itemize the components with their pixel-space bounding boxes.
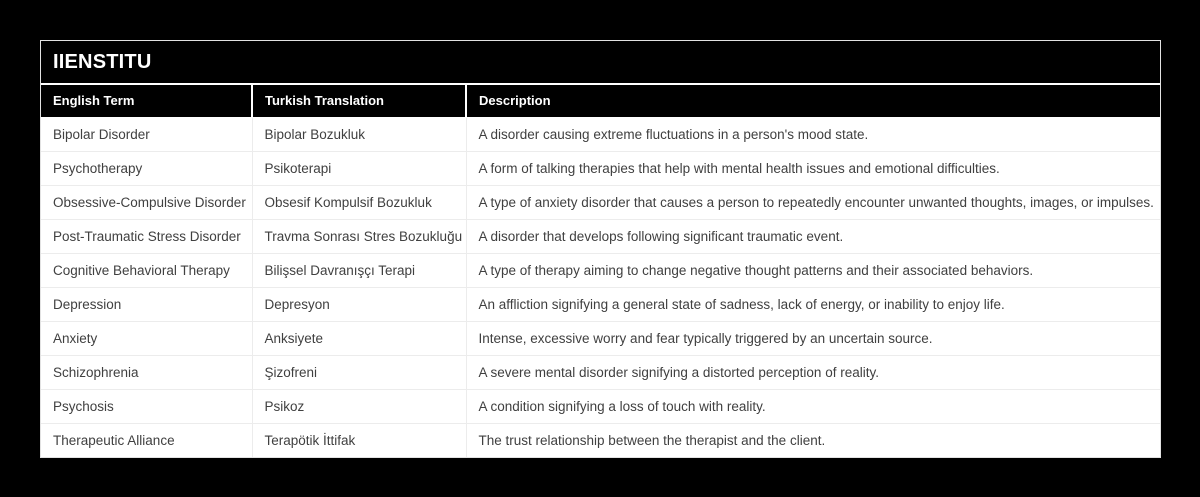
cell-turkish-translation: Depresyon bbox=[252, 288, 466, 322]
cell-turkish-translation: Travma Sonrası Stres Bozukluğu bbox=[252, 220, 466, 254]
cell-description: A condition signifying a loss of touch with reality. bbox=[466, 390, 1160, 424]
cell-description: An affliction signifying a general state of sadness, lack of energy, or inability to enjoy life. bbox=[466, 288, 1160, 322]
cell-english-term: Schizophrenia bbox=[41, 356, 252, 390]
cell-turkish-translation: Şizofreni bbox=[252, 356, 466, 390]
cell-english-term: Bipolar Disorder bbox=[41, 118, 252, 152]
cell-english-term: Therapeutic Alliance bbox=[41, 424, 252, 458]
table-row bbox=[41, 288, 1160, 322]
cell-description: A form of talking therapies that help with mental health issues and emotional difficulties. bbox=[466, 152, 1160, 186]
column-header-english-term: English Term bbox=[41, 85, 252, 118]
table-header-row bbox=[41, 85, 1160, 118]
cell-turkish-translation: Terapötik İttifak bbox=[252, 424, 466, 458]
table-row bbox=[41, 254, 1160, 288]
cell-description: A disorder causing extreme fluctuations in a person's mood state. bbox=[466, 118, 1160, 152]
cell-english-term: Obsessive-Compulsive Disorder bbox=[41, 186, 252, 220]
cell-description: The trust relationship between the therapist and the client. bbox=[466, 424, 1160, 458]
column-header-turkish-translation: Turkish Translation bbox=[252, 85, 466, 118]
cell-english-term: Post-Traumatic Stress Disorder bbox=[41, 220, 252, 254]
table-row bbox=[41, 186, 1160, 220]
cell-turkish-translation: Anksiyete bbox=[252, 322, 466, 356]
table-row bbox=[41, 390, 1160, 424]
cell-english-term: Psychotherapy bbox=[41, 152, 252, 186]
cell-description: A type of therapy aiming to change negative thought patterns and their associated behaviors. bbox=[466, 254, 1160, 288]
brand-title: IIENSTITU bbox=[41, 41, 1160, 85]
terms-table-card bbox=[40, 40, 1161, 458]
table-row bbox=[41, 424, 1160, 458]
table-row bbox=[41, 118, 1160, 152]
cell-english-term: Psychosis bbox=[41, 390, 252, 424]
table-row bbox=[41, 220, 1160, 254]
table-row bbox=[41, 322, 1160, 356]
cell-description: A severe mental disorder signifying a distorted perception of reality. bbox=[466, 356, 1160, 390]
terms-table bbox=[41, 85, 1160, 457]
cell-turkish-translation: Psikoterapi bbox=[252, 152, 466, 186]
cell-turkish-translation: Obsesif Kompulsif Bozukluk bbox=[252, 186, 466, 220]
cell-english-term: Depression bbox=[41, 288, 252, 322]
cell-description: A type of anxiety disorder that causes a person to repeatedly encounter unwanted thoughts, images, or impulses. bbox=[466, 186, 1160, 220]
cell-turkish-translation: Bilişsel Davranışçı Terapi bbox=[252, 254, 466, 288]
table-row bbox=[41, 356, 1160, 390]
table-row bbox=[41, 152, 1160, 186]
cell-english-term: Cognitive Behavioral Therapy bbox=[41, 254, 252, 288]
cell-description: A disorder that develops following significant traumatic event. bbox=[466, 220, 1160, 254]
cell-description: Intense, excessive worry and fear typically triggered by an uncertain source. bbox=[466, 322, 1160, 356]
column-header-description: Description bbox=[466, 85, 1160, 118]
cell-turkish-translation: Psikoz bbox=[252, 390, 466, 424]
cell-english-term: Anxiety bbox=[41, 322, 252, 356]
cell-turkish-translation: Bipolar Bozukluk bbox=[252, 118, 466, 152]
